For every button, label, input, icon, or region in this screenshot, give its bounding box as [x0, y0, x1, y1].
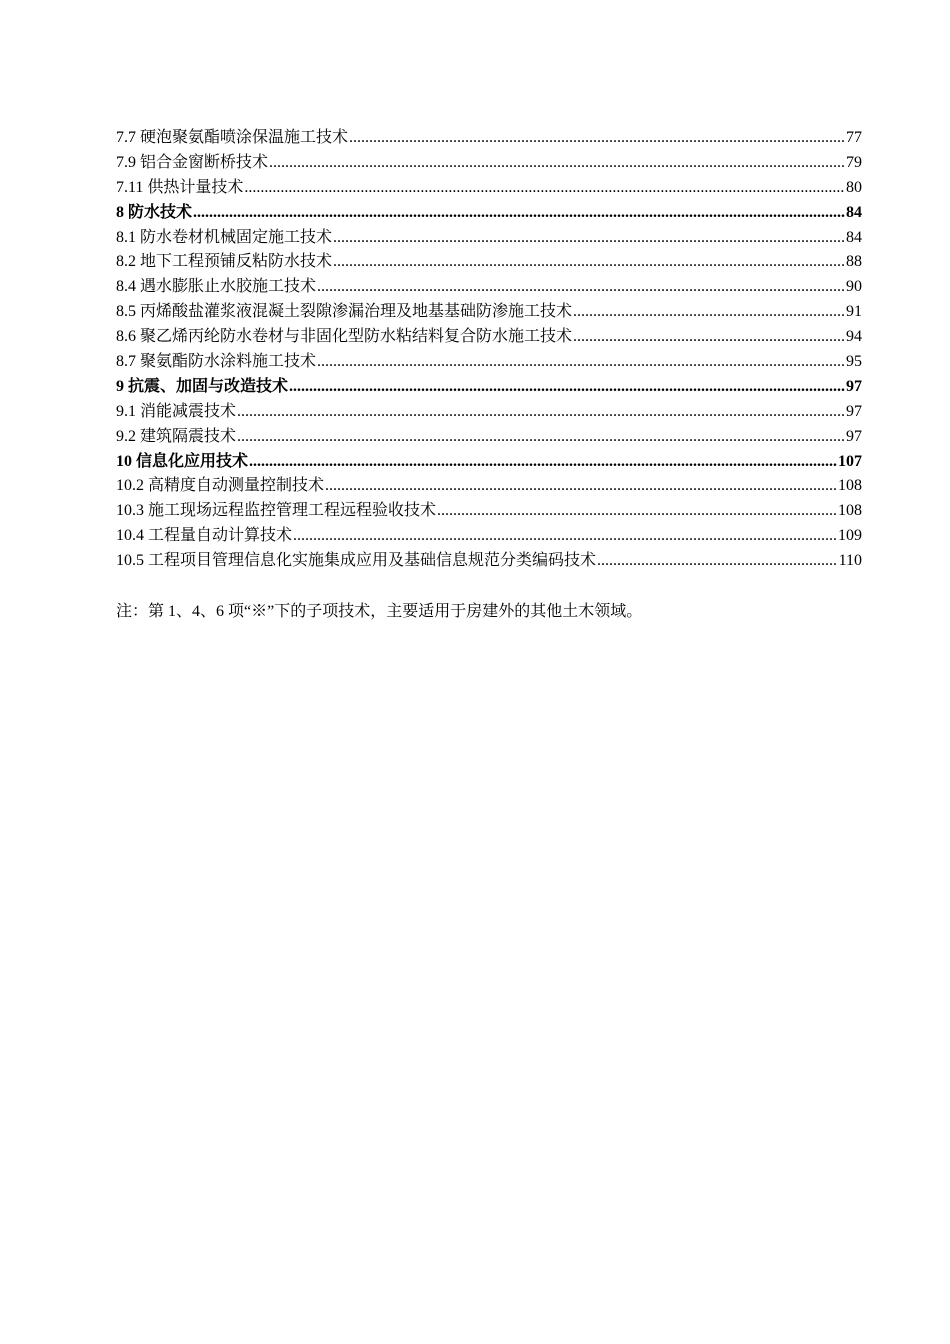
toc-entry-title: 7.7 硬泡聚氨酯喷涂保温施工技术 [116, 129, 349, 146]
toc-entry-page-number: 108 [838, 477, 862, 495]
toc-entry-title: 10.5 工程项目管理信息化实施集成应用及基础信息规范分类编码技术 [116, 552, 597, 570]
toc-entry[interactable] [116, 499, 862, 524]
toc-entry-title: 8.2 地下工程预铺反粘防水技术 [116, 253, 333, 271]
table-of-contents [116, 126, 862, 574]
toc-dot-leader [573, 300, 845, 325]
toc-entry-page-number: 91 [846, 303, 862, 321]
toc-entry-title: 10.2 高精度自动测量控制技术 [116, 477, 325, 495]
toc-dot-leader [293, 524, 837, 549]
toc-entry[interactable] [116, 250, 862, 275]
toc-entry-title: 9 抗震、加固与改造技术 [116, 377, 289, 395]
toc-entry[interactable] [116, 126, 862, 151]
toc-entry[interactable] [116, 425, 862, 450]
toc-dot-leader [597, 549, 838, 574]
toc-entry-page-number: 84 [846, 203, 862, 221]
toc-entry[interactable] [116, 226, 862, 251]
toc-entry-page-number: 110 [838, 552, 862, 570]
toc-entry[interactable] [116, 325, 862, 350]
toc-entry[interactable] [116, 549, 862, 574]
toc-dot-leader [573, 325, 845, 350]
toc-entry-title: 10.3 施工现场远程监控管理工程远程验收技术 [116, 502, 437, 520]
toc-entry-title: 8.7 聚氨酯防水涂料施工技术 [116, 353, 317, 371]
toc-entry-title: 8.5 丙烯酸盐灌浆液混凝土裂隙渗漏治理及地基基础防渗施工技术 [116, 303, 573, 321]
toc-entry-title: 8.6 聚乙烯丙纶防水卷材与非固化型防水粘结料复合防水施工技术 [116, 328, 573, 346]
toc-entry-page-number: 77 [846, 129, 862, 146]
toc-dot-leader [289, 375, 845, 400]
toc-entry-page-number: 94 [846, 328, 862, 346]
toc-entry-page-number: 97 [846, 427, 862, 445]
toc-entry[interactable] [116, 350, 862, 375]
toc-entry-title: 8 防水技术 [116, 203, 193, 221]
toc-entry[interactable] [116, 300, 862, 325]
toc-entry-title: 7.11 供热计量技术 [116, 178, 244, 196]
toc-entry[interactable] [116, 375, 862, 400]
toc-dot-leader [237, 425, 845, 450]
toc-entry-title: 9.1 消能减震技术 [116, 402, 237, 420]
toc-dot-leader [193, 201, 845, 226]
toc-entry-page-number: 88 [846, 253, 862, 271]
toc-dot-leader [333, 226, 845, 251]
toc-entry[interactable] [116, 275, 862, 300]
toc-entry-page-number: 84 [846, 228, 862, 246]
toc-entry-title: 10 信息化应用技术 [116, 452, 249, 470]
toc-entry-page-number: 109 [838, 527, 862, 545]
toc-entry-page-number: 90 [846, 278, 862, 296]
toc-dot-leader [325, 474, 837, 499]
toc-entry[interactable] [116, 450, 862, 475]
toc-dot-leader [333, 250, 845, 275]
footnote: 注：第 1、4、6 项“※”下的子项技术，主要适用于房建外的其他土木领域。 [116, 603, 643, 620]
toc-entry-title: 7.9 铝合金窗断桥技术 [116, 153, 269, 171]
toc-dot-leader [249, 450, 837, 475]
toc-entry-page-number: 97 [846, 402, 862, 420]
toc-entry-page-number: 97 [846, 377, 862, 395]
toc-entry[interactable] [116, 201, 862, 226]
toc-entry-title: 8.4 遇水膨胀止水胶施工技术 [116, 278, 317, 296]
toc-entry[interactable] [116, 400, 862, 425]
toc-entry-title: 8.1 防水卷材机械固定施工技术 [116, 228, 333, 246]
toc-entry[interactable] [116, 176, 862, 201]
toc-entry-page-number: 95 [846, 353, 862, 371]
toc-dot-leader [317, 350, 845, 375]
toc-dot-leader [317, 275, 845, 300]
toc-entry[interactable] [116, 151, 862, 176]
toc-entry-page-number: 108 [838, 502, 862, 520]
toc-entry[interactable] [116, 524, 862, 549]
toc-dot-leader [437, 499, 837, 524]
toc-dot-leader [269, 151, 845, 176]
toc-entry-page-number: 107 [838, 452, 862, 470]
toc-entry-title: 10.4 工程量自动计算技术 [116, 527, 293, 545]
toc-entry-title: 9.2 建筑隔震技术 [116, 427, 237, 445]
toc-entry-page-number: 79 [846, 153, 862, 171]
toc-entry-page-number: 80 [846, 178, 862, 196]
toc-entry[interactable] [116, 474, 862, 499]
toc-dot-leader [244, 176, 845, 201]
toc-dot-leader [237, 400, 845, 425]
toc-dot-leader [349, 126, 845, 151]
